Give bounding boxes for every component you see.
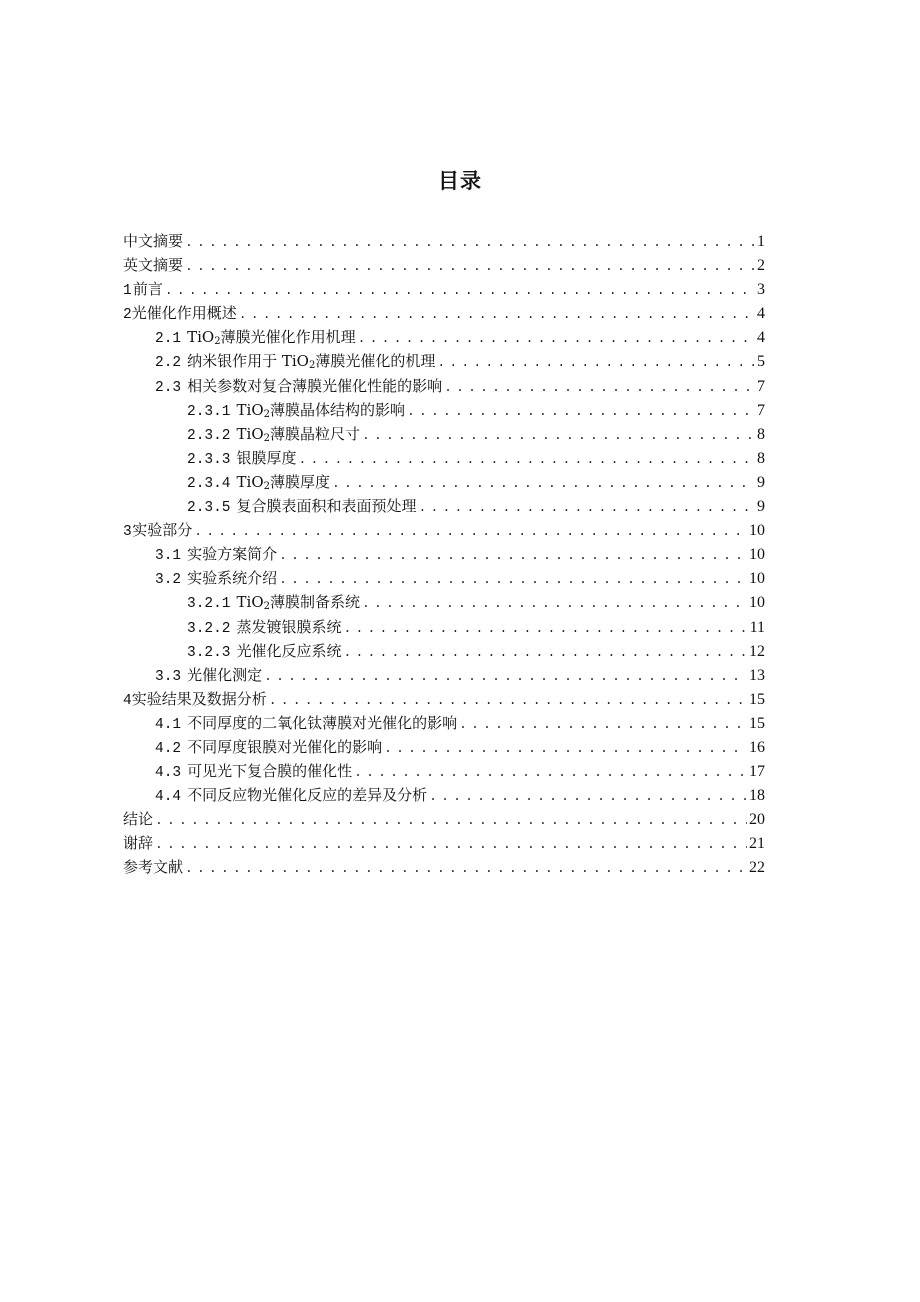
toc-entry-number: 2.3.2 — [187, 427, 231, 444]
toc-entry[interactable] — [123, 615, 765, 639]
dot-leader — [155, 809, 747, 833]
toc-entry-page-number: 7 — [757, 377, 765, 395]
dot-leader — [155, 833, 747, 857]
toc-entry-title: 复合膜表面积和表面预处理 — [236, 497, 417, 516]
toc-entry-number: 3 — [123, 524, 132, 541]
dot-leader — [444, 376, 755, 400]
toc-entry-subscript: 2 — [263, 601, 270, 613]
toc-entry-page-number: 17 — [749, 763, 765, 781]
dot-leader — [344, 617, 748, 641]
toc-entry-number: 3.2.1 — [187, 596, 231, 613]
dot-leader — [194, 520, 747, 544]
toc-entry-subscript: 2 — [263, 432, 270, 444]
toc-entry-title: 实验结果及数据分析 — [131, 689, 267, 708]
toc-entry-page-number: 16 — [749, 738, 765, 756]
dot-leader — [419, 496, 755, 520]
toc-entry-number: 1 — [123, 283, 132, 300]
toc-entry-title-prefix: TiO — [236, 424, 264, 443]
toc-entry-title: 光催化作用概述 — [131, 304, 237, 323]
toc-entry-title: 可见光下复合膜的催化性 — [187, 762, 353, 781]
toc-entry-page-number: 8 — [757, 425, 765, 443]
toc-entry-page-number: 22 — [749, 859, 765, 877]
dot-leader — [354, 761, 747, 785]
toc-entry-number: 2.3.1 — [187, 403, 231, 420]
dot-leader — [459, 713, 747, 737]
toc-entry-title: 相关参数对复合薄膜光催化性能的影响 — [187, 376, 443, 395]
toc-entry[interactable] — [123, 422, 765, 446]
toc-entry-title-prefix: TiO — [187, 328, 215, 347]
toc-entry[interactable] — [123, 831, 765, 855]
toc-entry[interactable] — [123, 325, 765, 349]
toc-entry-subscript: 2 — [263, 408, 270, 420]
toc-entry-page-number: 7 — [757, 401, 765, 419]
toc-entry-page-number: 12 — [749, 642, 765, 660]
toc-entry-page-number: 10 — [749, 546, 765, 564]
dot-leader — [332, 472, 755, 496]
toc-entry[interactable] — [123, 229, 765, 253]
toc-entry-page-number: 18 — [749, 787, 765, 805]
toc-entry-title: 中文摘要 — [123, 232, 184, 250]
toc-entry[interactable] — [123, 446, 765, 470]
toc-entry[interactable] — [123, 301, 765, 325]
toc-entry-page-number: 1 — [757, 233, 765, 250]
dot-leader — [437, 351, 755, 375]
toc-entry[interactable] — [123, 470, 765, 494]
toc-entry-title: 光催化反应系统 — [236, 641, 342, 660]
toc-entry-number: 2.1 — [155, 331, 182, 348]
toc-entry-page-number: 10 — [749, 522, 765, 540]
toc-entry[interactable] — [123, 639, 765, 663]
toc-entry-title: 不同反应物光催化反应的差异及分析 — [187, 786, 428, 805]
dot-leader — [299, 448, 755, 472]
toc-entry-page-number: 4 — [757, 305, 765, 323]
toc-entry-number: 3.2.2 — [187, 620, 231, 637]
toc-entry-number: 3.3 — [155, 668, 182, 685]
toc-entry-page-number: 9 — [757, 473, 765, 491]
toc-entry[interactable] — [123, 663, 765, 687]
toc-entry[interactable] — [123, 855, 765, 879]
toc-entry-page-number: 10 — [749, 594, 765, 612]
toc-entry[interactable] — [123, 374, 765, 398]
toc-entry-title: 英文摘要 — [123, 256, 184, 275]
toc-entry-page-number: 13 — [749, 666, 765, 684]
toc-entry-number: 2 — [123, 307, 132, 324]
toc-entry-title: 实验方案简介 — [187, 545, 278, 564]
toc-entry-page-number: 15 — [749, 690, 765, 708]
toc-entry-number: 4.4 — [155, 789, 182, 806]
dot-leader — [165, 279, 755, 303]
toc-entry-number: 2.3.5 — [187, 500, 231, 517]
toc-entry-page-number: 11 — [749, 618, 765, 636]
toc-entry-title: 银膜厚度 — [236, 448, 297, 467]
toc-entry-page-number: 5 — [757, 353, 765, 371]
dot-leader — [429, 785, 747, 809]
toc-entry-title-rest: 薄膜光催化作用机理 — [220, 328, 356, 347]
toc-entry[interactable] — [123, 253, 765, 277]
toc-entry[interactable] — [123, 542, 765, 566]
toc-entry-number: 3.2 — [155, 572, 182, 589]
dot-leader — [279, 544, 747, 568]
toc-entry[interactable] — [123, 566, 765, 590]
dot-leader — [185, 231, 755, 255]
toc-entry-number: 2.3.4 — [187, 475, 231, 492]
toc-entry-title-prefix: TiO — [236, 593, 264, 612]
toc-entry-page-number: 9 — [757, 498, 765, 516]
toc-entry-page-number: 20 — [749, 811, 765, 829]
toc-entry-title: 谢辞 — [123, 834, 154, 853]
toc-entry-number: 4.2 — [155, 740, 182, 757]
toc-entry-number: 3.1 — [155, 548, 182, 565]
dot-leader — [264, 665, 747, 689]
toc-entry[interactable] — [123, 518, 765, 542]
dot-leader — [384, 737, 747, 761]
toc-entry-number: 2.3 — [155, 379, 182, 396]
dot-leader — [358, 327, 755, 351]
toc-entry-page-number: 2 — [757, 257, 765, 275]
toc-entry-subscript: 2 — [214, 336, 221, 348]
toc-entry-title-prefix: TiO — [236, 400, 264, 419]
page-title: 目录 — [438, 169, 482, 193]
toc-entry-page-number: 4 — [757, 329, 765, 347]
toc-entry-title-rest: 薄膜晶体结构的影响 — [270, 400, 406, 419]
toc-entry-page-number: 8 — [757, 449, 765, 467]
toc-entry-page-number: 3 — [757, 281, 765, 299]
toc-entry-title-rest: 薄膜光催化的机理 — [315, 352, 436, 371]
toc-entry[interactable] — [123, 494, 765, 518]
dot-leader — [344, 641, 747, 665]
toc-entry-number: 4.3 — [155, 765, 182, 782]
toc-entry-title: 实验部分 — [132, 521, 193, 540]
toc-entry-title: 不同厚度银膜对光催化的影响 — [187, 737, 383, 756]
toc-entry-title-rest: 薄膜晶粒尺寸 — [270, 424, 361, 443]
toc-entry-title: 前言 — [132, 280, 163, 299]
toc-entry[interactable] — [123, 398, 765, 422]
toc-entry-title: 不同厚度的二氧化钛薄膜对光催化的影响 — [187, 713, 458, 732]
toc-entry-page-number: 21 — [749, 835, 765, 853]
toc-entry[interactable] — [123, 711, 765, 735]
toc-entry[interactable] — [123, 277, 765, 301]
toc-entry-page-number: 10 — [749, 570, 765, 588]
toc-entry-number: 3.2.3 — [187, 644, 231, 661]
dot-leader — [362, 592, 747, 616]
toc-entry[interactable] — [123, 590, 765, 614]
toc-entry-page-number: 15 — [749, 714, 765, 732]
toc-entry-title: 参考文献 — [123, 858, 184, 877]
toc-entry-subscript: 2 — [263, 480, 270, 492]
dot-leader — [279, 568, 747, 592]
toc-entry-number: 4 — [123, 692, 132, 709]
toc-entry-title: 实验系统介绍 — [187, 569, 278, 588]
toc-entry-number: 2.2 — [155, 355, 182, 372]
toc-entry[interactable] — [123, 349, 765, 373]
toc-entry[interactable] — [123, 807, 765, 831]
toc-entry-title-prefix: 纳米银作用于 TiO — [187, 352, 309, 371]
toc-entry[interactable] — [123, 783, 765, 807]
dot-leader — [269, 689, 747, 713]
dot-leader — [185, 255, 755, 279]
toc-entry-title-prefix: TiO — [236, 472, 264, 491]
dot-leader — [362, 424, 755, 448]
dot-leader — [185, 857, 747, 881]
dot-leader — [239, 303, 755, 327]
toc-entry[interactable] — [123, 759, 765, 783]
toc-entry[interactable] — [123, 735, 765, 759]
dot-leader — [407, 400, 755, 424]
toc-entry-subscript: 2 — [308, 360, 316, 372]
toc-entry-number: 4.1 — [155, 716, 182, 733]
table-of-contents — [123, 229, 765, 880]
toc-entry-title: 光催化测定 — [187, 665, 263, 684]
toc-entry-number: 2.3.3 — [187, 451, 231, 468]
toc-entry-title-rest: 薄膜厚度 — [270, 472, 331, 491]
toc-entry[interactable] — [123, 687, 765, 711]
toc-entry-title-rest: 薄膜制备系统 — [270, 593, 361, 612]
toc-entry-title: 结论 — [123, 810, 154, 829]
toc-entry-title: 蒸发镀银膜系统 — [236, 617, 342, 636]
